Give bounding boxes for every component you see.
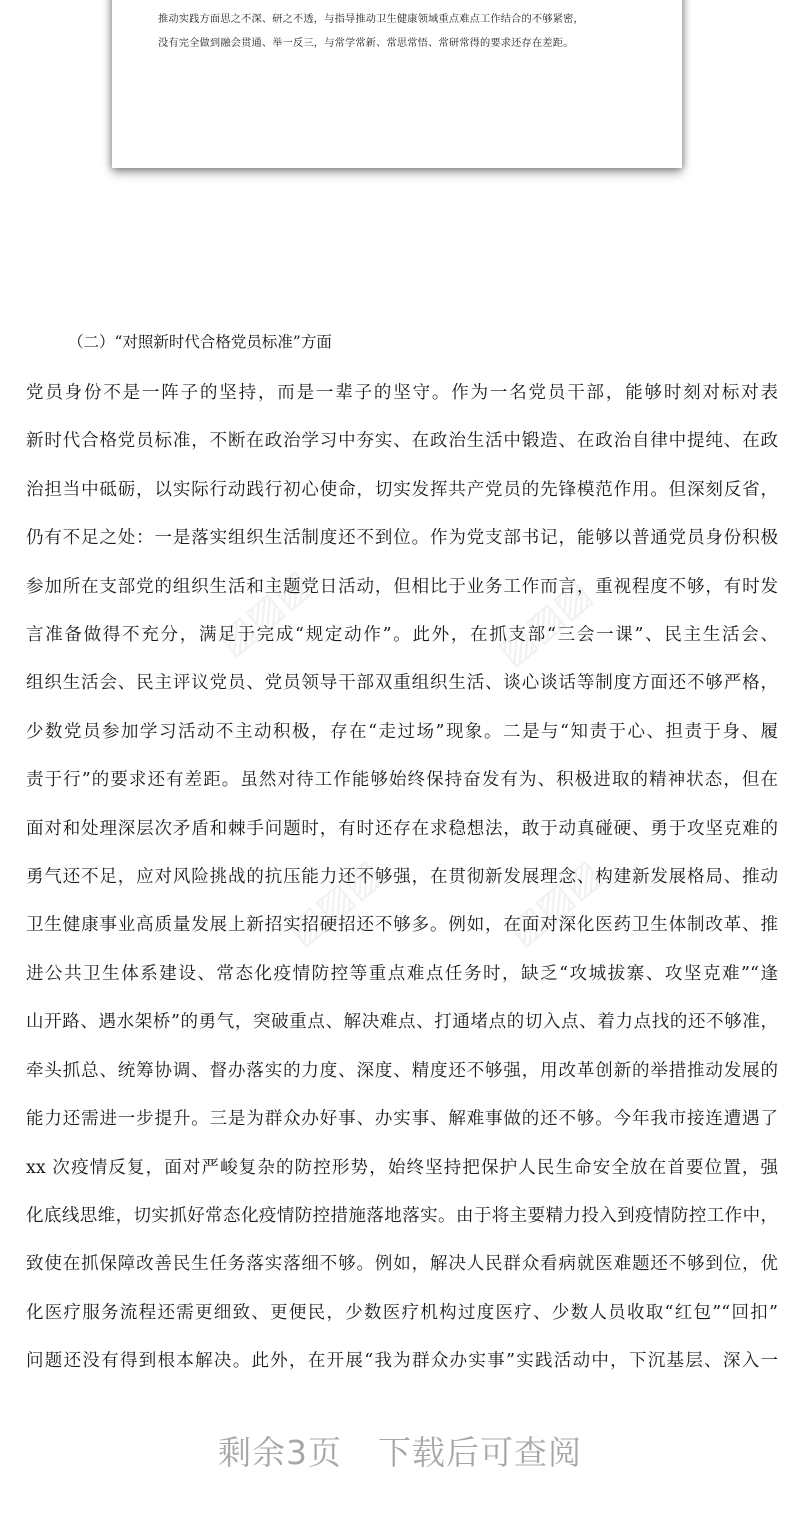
body-line: 问题还没有得到根本解决。此外，在开展“我为群众办实事”实践活动中，下沉基层、深入一 (26, 1351, 778, 1372)
watermark: ▨▨▨ (498, 850, 610, 954)
body-line: 进公共卫生体系建设、常态化疫情防控等重点难点任务时，缺乏“攻城拔寨、攻坚克难”“逢 (26, 963, 778, 984)
watermark: ▨▨▨ (208, 560, 320, 664)
remaining-pages-label[interactable]: 剩余3页 (218, 1433, 342, 1472)
watermark: ▨▨▨ (278, 850, 390, 954)
body-line: 勇气还不足，应对风险挑战的抗压能力还不够强，在贯彻新发展理念、构建新发展格局、推动 (26, 867, 778, 888)
preview-line-1: 推动实践方面思之不深、研之不透，与指导推动卫生健康领域重点难点工作结合的不够紧密， (158, 14, 584, 25)
document-body (26, 369, 778, 1386)
body-line: 卫生健康事业高质量发展上新招实招硬招还不够多。例如，在面对深化医药卫生体制改革、推 (26, 915, 778, 936)
body-line: 能力还需进一步提升。三是为群众办好事、办实事、解难事做的还不够。今年我市接连遭遇了 (26, 1109, 778, 1130)
download-prompt[interactable] (0, 1427, 800, 1474)
body-line: 少数党员参加学习活动不主动积极，存在“走过场”现象。二是与“知责于心、担责于身、履 (26, 721, 778, 742)
watermark: ▨▨▨ (488, 570, 600, 674)
body-line: 化医疗服务流程还需更细致、更便民，少数医疗机构过度医疗、少数人员收取“红包”“回扣” (26, 1302, 778, 1323)
body-line: 新时代合格党员标准，不断在政治学习中夯实、在政治生活中锻造、在政治自律中提纯、在政 (26, 431, 778, 452)
body-line: 责于行”的要求还有差距。虽然对待工作能够始终保持奋发有为、积极进取的精神状态，但在 (26, 770, 778, 791)
body-line: 致使在抓保障改善民生任务落实落细不够。例如，解决人民群众看病就医难题还不够到位，优 (26, 1254, 778, 1275)
body-line: 化底线思维，切实抓好常态化疫情防控措施落地落实。由于将主要精力投入到疫情防控工作中， (26, 1205, 778, 1226)
body-line: 面对和处理深层次矛盾和棘手问题时，有时还存在求稳想法，敢于动真碰硬、勇于攻坚克难的 (26, 818, 778, 839)
body-line: xx 次疫情反复，面对严峻复杂的防控形势，始终坚持把保护人民生命安全放在首要位置，强 (26, 1157, 778, 1178)
body-line: 言准备做得不充分，满足于完成“规定动作”。此外，在抓支部“三会一课”、民主生活会、 (26, 625, 778, 646)
body-line: 参加所在支部党的组织生活和主题党日活动，但相比于业务工作而言，重视程度不够，有时发 (26, 576, 778, 597)
body-line: 牵头抓总、统筹协调、督办落实的力度、深度、精度还不够强，用改革创新的举措推动发展的 (26, 1060, 778, 1081)
body-line: 山开路、遇水架桥”的勇气，突破重点、解决难点、打通堵点的切入点、着力点找的还不够准， (26, 1012, 778, 1033)
body-line: 组织生活会、民主评议党员、党员领导干部双重组织生活、谈心谈话等制度方面还不够严格， (26, 673, 778, 694)
download-to-view-label[interactable]: 下载后可查阅 (378, 1433, 582, 1472)
body-line: 治担当中砥砺，以实际行动践行初心使命，切实发挥共产党员的先锋模范作用。但深刻反省， (26, 479, 778, 500)
preview-line-2: 没有完全做到融会贯通、举一反三，与常学常新、常思常悟、常研常得的要求还存在差距。 (158, 38, 574, 49)
body-line: 仍有不足之处：一是落实组织生活制度还不到位。作为党支部书记，能够以普通党员身份积极 (26, 528, 778, 549)
body-line: 党员身份不是一阵子的坚持，而是一辈子的坚守。作为一名党员干部，能够时刻对标对表 (26, 383, 778, 403)
section-heading: （二）“对照新时代合格党员标准”方面 (68, 333, 332, 351)
document-preview-card (112, 0, 682, 168)
